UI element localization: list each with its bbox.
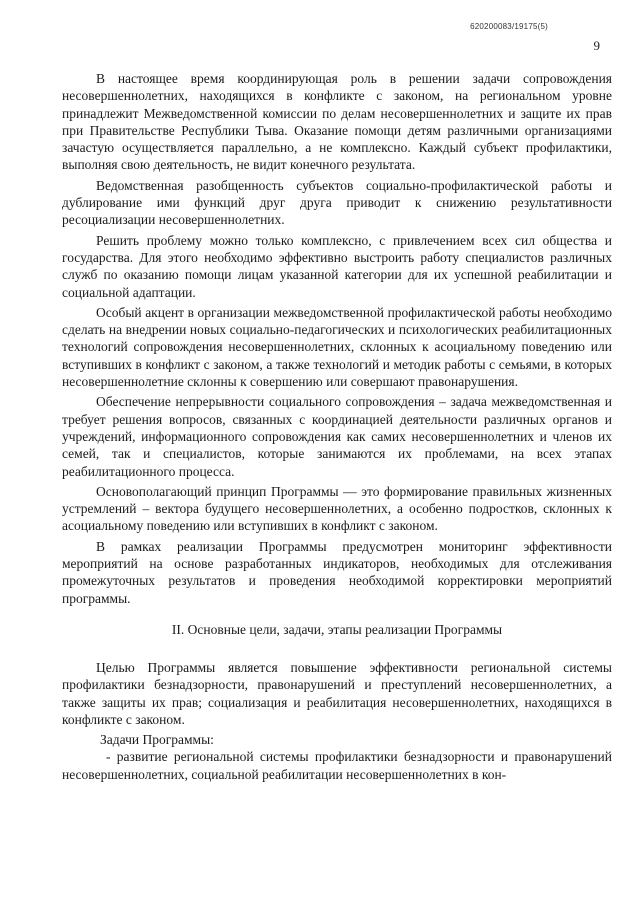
section-title: II. Основные цели, задачи, этапы реализации Программы bbox=[171, 621, 503, 637]
paragraph-comprehensive: Решить проблему можно только комплексно, с привлечением всех сил общества и государства. Для этого необходимо эффективно выстроить работу специалистов различных служб по оказанию помощи лицам указанной категории для их успешной реабилитации и социальной адаптации. bbox=[62, 232, 612, 300]
tasks-label: Задачи Программы: bbox=[100, 732, 214, 748]
paragraph-coordination: В настоящее время координирующая роль в решении задачи сопровождения несовершеннолетних, находящихся в конфликте с законом, на региональном уровне принадлежит Межведомственной комиссии по делам несовершеннолетних и защите их прав при Правительстве Республики Тыва. Оказание помощи детям различными организациями зачастую осуществляется параллельно, а не комплексно. Каждый субъект профилактики, выполняя свою деятельность, не видит конечного результата. bbox=[62, 71, 612, 173]
paragraph-disconnection: Ведомственная разобщенность субъектов социально-профилактической работы и дублирование ими функций друг друга приводит к снижению результативности ресоциализации несовершеннолетних. bbox=[62, 177, 612, 228]
paragraph-monitoring: В рамках реализации Программы предусмотрен мониторинг эффективности мероприятий на основе разработанных индикаторов, необходимых для отслеживания промежуточных результатов и проведения необходимой корректировки мероприятий программы. bbox=[62, 538, 612, 606]
paragraph-continuity: Обеспечение непрерывности социального сопровождения – задача межведомственная и требует решения вопросов, связанных с координацией деятельности различных органов и учреждений, информационного сопровождения как самих несовершеннолетних и членов их семей, так и специалистов, которые занимаются их проблемами, на всех этапах реабилитационного процесса. bbox=[62, 394, 612, 479]
paragraph-principle: Основополагающий принцип Программы — это формирование правильных жизненных устремлений – вектора будущего несовершеннолетних, а особенно подростков, склонных к асоциальному поведению или вступивших в конфликт с законом. bbox=[62, 483, 612, 534]
task-bullet: - развитие региональной системы профилактики безнадзорности и правонарушений несовершеннолетних, социальной реабилитации несовершеннолетних в кон- bbox=[62, 749, 612, 782]
page-number: 9 bbox=[593, 38, 600, 53]
document-id: 620200083/19175(5) bbox=[470, 22, 548, 31]
paragraph-goal: Целью Программы является повышение эффективности региональной системы профилактики безнадзорности, правонарушений и преступлений несовершеннолетних, а также защиты их прав; социализация и реабилитация несовершеннолетних, находящихся в конфликте с законом. bbox=[62, 659, 612, 727]
paragraph-focus: Особый акцент в организации межведомственной профилактической работы необходимо сделать на внедрении новых социально-педагогических и психологических реабилитационных технологий сопровождения несовершеннолетних, склонных к асоциальному поведению или вступивших в конфликт с законом, а также технологий и методик работы с семьями, в которых несовершеннолетние склонны к совершению или совершают правонарушения. bbox=[62, 304, 612, 390]
page-content bbox=[62, 70, 612, 783]
